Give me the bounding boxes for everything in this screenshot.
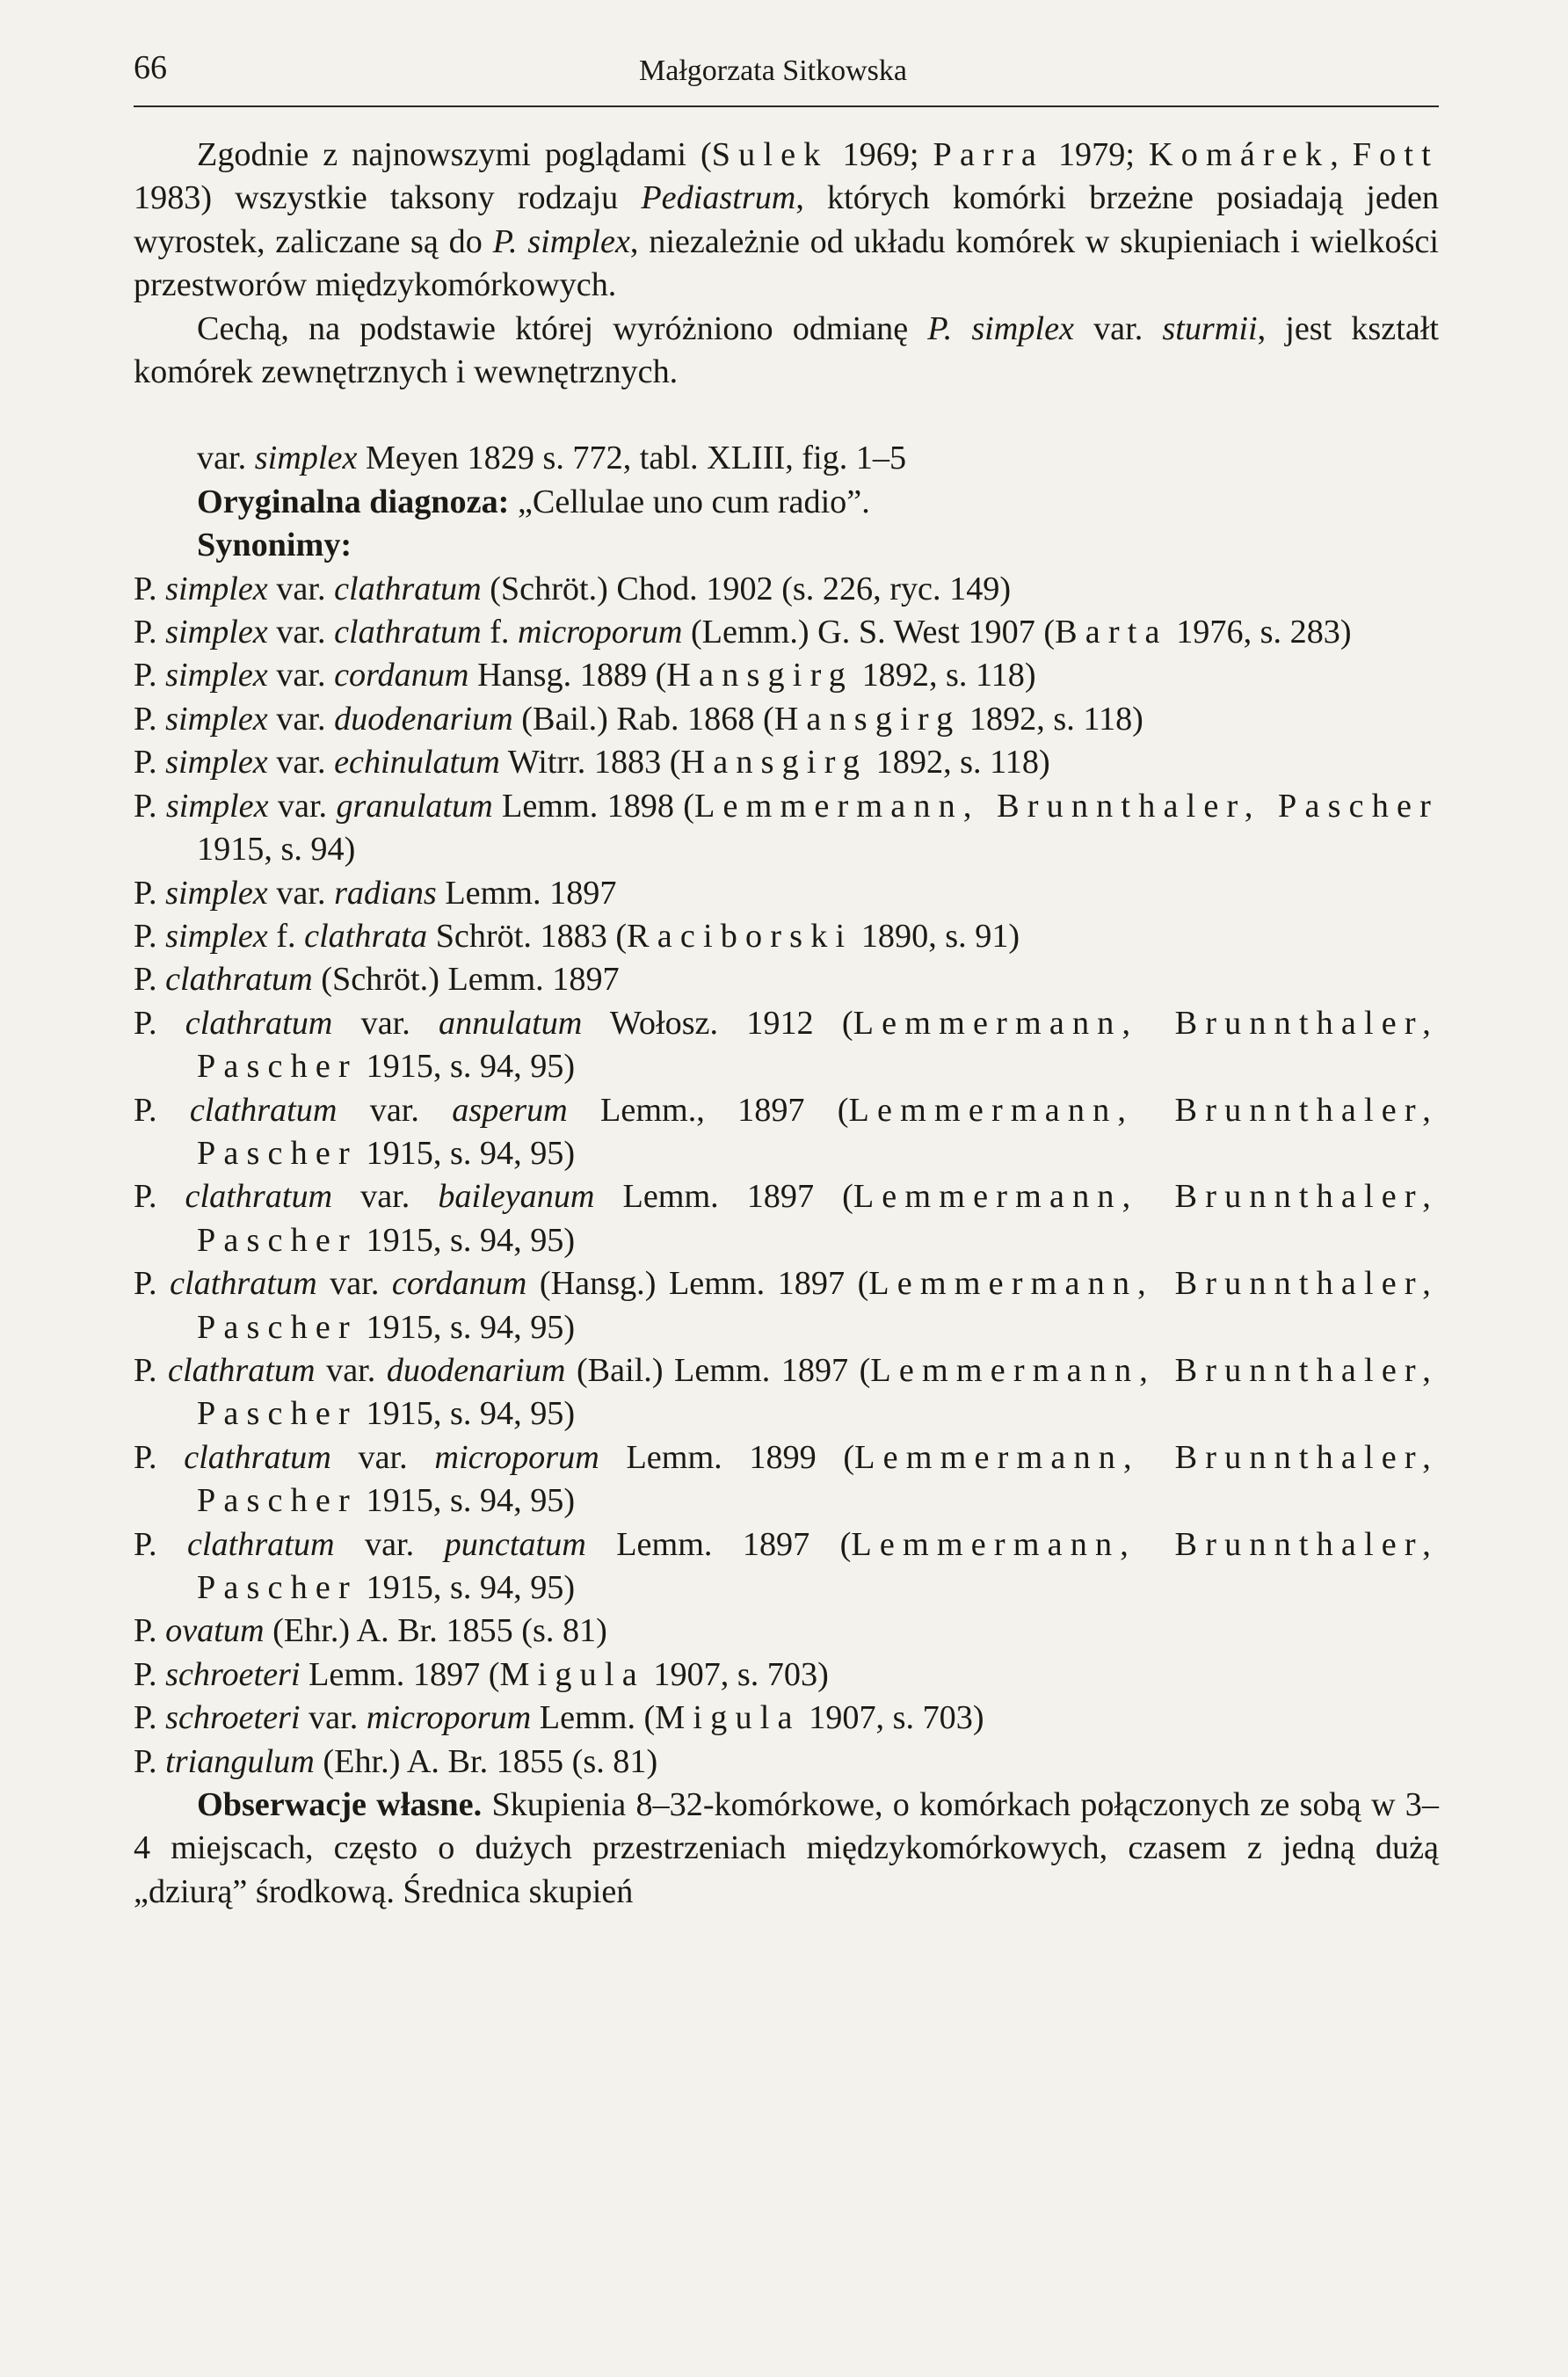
synonym-entry: P. schroeteri Lemm. 1897 (Migula 1907, s. 703) xyxy=(134,1655,829,1693)
intro-paragraph-1: Zgodnie z najnowszymi poglądami (Sulek 1969; Parra 1979; Komárek, Fott 1983) wszystkie taksony rodzaju Pediastrum, których komórki brzeżne posiadają jeden wyrostek, zaliczane są do P. simplex, niezależnie od układu komórek w skupieniach i wielkości przestworów międzykomórkowych. xyxy=(134,136,1439,304)
page-body xyxy=(134,134,1439,1914)
synonym-entry: P. clathratum var. duodenarium (Bail.) Lemm. 1897 (Lemmermann, Brunnthaler, Pascher 1915, s. 94, 95) xyxy=(134,1351,1440,1433)
synonym-entry: P. clathratum (Schröt.) Lemm. 1897 xyxy=(134,961,620,999)
synonym-entry: P. simplex var. granulatum Lemm. 1898 (Lemmermann, Brunnthaler, Pascher 1915, s. 94) xyxy=(134,787,1439,869)
synonym-entry: P. simplex var. duodenarium (Bail.) Rab. 1868 (Hansgirg 1892, s. 118) xyxy=(134,700,1143,738)
synonym-entry: P. simplex var. echinulatum Witrr. 1883 (Hansgirg 1892, s. 118) xyxy=(134,744,1050,781)
page-header xyxy=(134,47,1439,107)
synonym-entry: P. ovatum (Ehr.) A. Br. 1855 (s. 81) xyxy=(134,1612,607,1650)
synonym-entry: P. clathratum var. punctatum Lemm. 1897 (Lemmermann, Brunnthaler, Pascher 1915, s. 94, 95) xyxy=(134,1525,1439,1606)
synonym-entry: P. simplex var. cordanum Hansg. 1889 (Hansgirg 1892, s. 118) xyxy=(134,657,1036,694)
synonym-entry: P. simplex var. radians Lemm. 1897 xyxy=(134,874,617,912)
intro-block xyxy=(134,134,1439,394)
running-head-author: Małgorzata Sitkowska xyxy=(639,55,907,87)
taxon-heading: var. simplex Meyen 1829 s. 772, tabl. XLIII, fig. 1–5 xyxy=(197,440,907,477)
synonym-entry: P. simplex var. clathratum (Schröt.) Chod. 1902 (s. 226, ryc. 149) xyxy=(134,570,1012,607)
synonym-entry: P. triangulum (Ehr.) A. Br. 1855 (s. 81) xyxy=(134,1742,658,1780)
observations-label: Obserwacje własne. xyxy=(197,1786,483,1824)
intro-paragraph-2: Cechą, na podstawie której wyróżniono odmianę P. simplex var. sturmii, jest kształt komórek zewnętrznych i wewnętrznych. xyxy=(134,309,1439,391)
observations-paragraph: Obserwacje własne. Skupienia 8–32-komórkowe, o komórkach połączonych ze sobą w 3–4 miejscach, często o dużych przestrzeniach międzykomórkowych, czasem z jedną dużą „dziurą” środkową. Średnica skupień xyxy=(134,1786,1439,1910)
diagnosis-line xyxy=(134,481,1439,524)
synonyms-heading: Synonimy: xyxy=(197,527,352,564)
diagnosis-label: Oryginalna diagnoza: xyxy=(197,483,510,520)
synonym-list xyxy=(134,568,1439,1784)
diagnosis-text: „Cellulae uno cum radio”. xyxy=(509,483,870,520)
synonym-entry: P. clathratum var. annulatum Wołosz. 1912 (Lemmermann, Brunnthaler, Pascher 1915, s. 94, 95) xyxy=(134,1004,1439,1086)
synonym-entry: P. simplex var. clathratum f. microporum (Lemm.) G. S. West 1907 (Barta 1976, s. 283) xyxy=(134,614,1352,651)
page-number: 66 xyxy=(134,49,167,86)
synonym-entry: P. clathratum var. cordanum (Hansg.) Lemm. 1897 (Lemmermann, Brunnthaler, Pascher 1915, s. 94, 95) xyxy=(134,1265,1439,1346)
synonym-entry: P. simplex f. clathrata Schröt. 1883 (Raciborski 1890, s. 91) xyxy=(134,917,1020,955)
synonym-entry: P. schroeteri var. microporum Lemm. (Migula 1907, s. 703) xyxy=(134,1699,984,1737)
synonym-entry: P. clathratum var. asperum Lemm., 1897 (Lemmermann, Brunnthaler, Pascher 1915, s. 94, 95) xyxy=(134,1091,1439,1172)
synonym-entry: P. clathratum var. microporum Lemm. 1899 (Lemmermann, Brunnthaler, Pascher 1915, s. 94, 95) xyxy=(134,1438,1439,1520)
synonym-entry: P. clathratum var. baileyanum Lemm. 1897 (Lemmermann, Brunnthaler, Pascher 1915, s. 94, 95) xyxy=(134,1178,1439,1259)
